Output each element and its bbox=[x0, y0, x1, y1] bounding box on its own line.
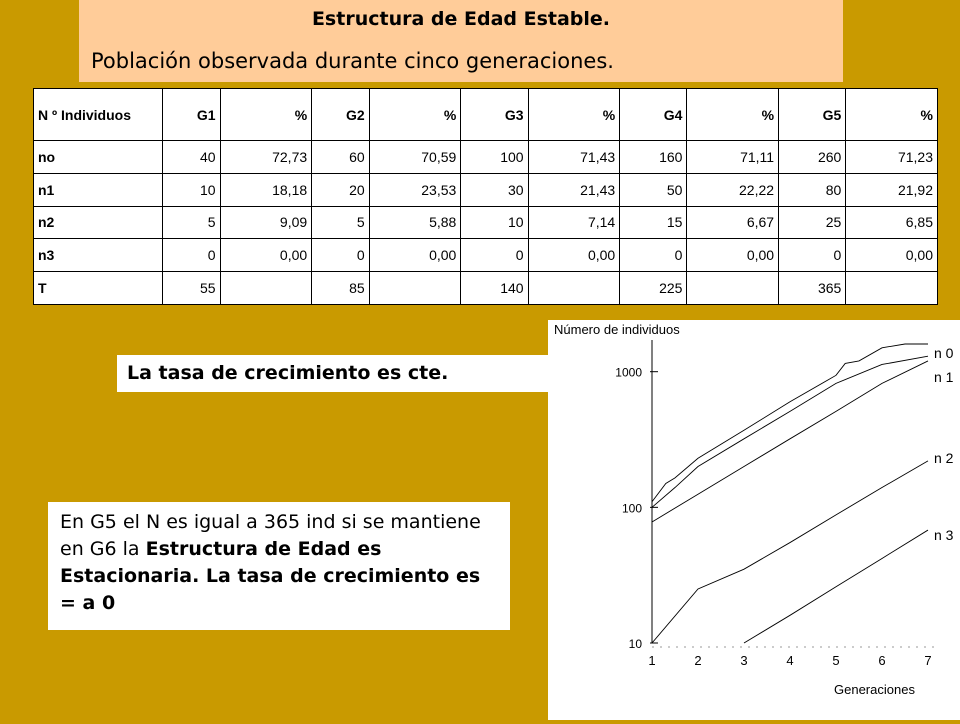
table-cell: 0 bbox=[163, 239, 221, 272]
table-cell: 160 bbox=[620, 141, 687, 174]
column-header: G4 bbox=[620, 89, 687, 141]
table-cell: 21,43 bbox=[528, 173, 620, 206]
table-cell: 71,23 bbox=[846, 141, 938, 174]
row-label: n2 bbox=[34, 206, 163, 239]
table-cell: 23,53 bbox=[369, 173, 461, 206]
table-cell: 0,00 bbox=[369, 239, 461, 272]
table-cell: 50 bbox=[620, 173, 687, 206]
column-header: G2 bbox=[312, 89, 370, 141]
y-tick-label: 1000 bbox=[615, 365, 642, 380]
column-header: % bbox=[846, 89, 938, 141]
table-cell: 260 bbox=[779, 141, 846, 174]
table-cell: 0 bbox=[461, 239, 528, 272]
table-cell: 7,14 bbox=[528, 206, 620, 239]
table-cell: 15 bbox=[620, 206, 687, 239]
table-cell: 40 bbox=[163, 141, 221, 174]
table-cell: 0 bbox=[620, 239, 687, 272]
table-cell: 70,59 bbox=[369, 141, 461, 174]
x-tick-label: 2 bbox=[694, 653, 702, 668]
table-row bbox=[34, 272, 938, 305]
page-title: Estructura de Edad Estable. bbox=[311, 8, 611, 30]
series-label: n 0 bbox=[934, 345, 954, 361]
table-cell: 71,43 bbox=[528, 141, 620, 174]
column-header-individuals: N º Individuos bbox=[34, 89, 163, 141]
series-label: n 1 bbox=[934, 369, 954, 385]
y-axis-label: Número de individuos bbox=[554, 322, 680, 337]
table-row bbox=[34, 141, 938, 174]
table-cell: 140 bbox=[461, 272, 528, 305]
table-cell: 5,88 bbox=[369, 206, 461, 239]
table-cell bbox=[687, 272, 779, 305]
x-tick-label: 7 bbox=[924, 653, 932, 668]
table-cell: 365 bbox=[779, 272, 846, 305]
table-cell: 6,67 bbox=[687, 206, 779, 239]
table-cell: 6,85 bbox=[846, 206, 938, 239]
table-cell: 10 bbox=[163, 173, 221, 206]
column-header: G1 bbox=[163, 89, 221, 141]
x-tick-label: 6 bbox=[878, 653, 886, 668]
series-line bbox=[652, 361, 928, 522]
column-header: G5 bbox=[779, 89, 846, 141]
table-cell: 0 bbox=[312, 239, 370, 272]
table-cell: 100 bbox=[461, 141, 528, 174]
table-cell bbox=[220, 272, 312, 305]
table-cell: 9,09 bbox=[220, 206, 312, 239]
generations-table bbox=[33, 88, 938, 305]
column-header: % bbox=[528, 89, 620, 141]
table-cell: 0 bbox=[779, 239, 846, 272]
column-header: % bbox=[687, 89, 779, 141]
x-tick-label: 5 bbox=[832, 653, 840, 668]
table-cell: 80 bbox=[779, 173, 846, 206]
row-label: T bbox=[34, 272, 163, 305]
x-tick-label: 3 bbox=[740, 653, 748, 668]
table-cell bbox=[369, 272, 461, 305]
growth-rate-note: La tasa de crecimiento es cte. bbox=[117, 355, 552, 392]
table-cell: 60 bbox=[312, 141, 370, 174]
table-cell: 5 bbox=[163, 206, 221, 239]
chart-svg bbox=[548, 320, 960, 720]
table-cell: 20 bbox=[312, 173, 370, 206]
table-cell bbox=[528, 272, 620, 305]
title-box bbox=[79, 0, 843, 82]
table-cell: 71,11 bbox=[687, 141, 779, 174]
row-label: n1 bbox=[34, 173, 163, 206]
table-cell: 225 bbox=[620, 272, 687, 305]
table-cell: 0,00 bbox=[846, 239, 938, 272]
table-cell: 0,00 bbox=[528, 239, 620, 272]
table-cell: 55 bbox=[163, 272, 221, 305]
x-axis-label: Generaciones bbox=[834, 682, 915, 697]
table-row bbox=[34, 173, 938, 206]
table-cell: 85 bbox=[312, 272, 370, 305]
stationary-note-bold: Estructura de Edad es Estacionaria. La tasa de crecimiento es = a 0 bbox=[60, 538, 481, 614]
column-header: % bbox=[220, 89, 312, 141]
y-tick-label: 10 bbox=[628, 637, 642, 651]
series-line bbox=[744, 530, 928, 643]
table-cell: 22,22 bbox=[687, 173, 779, 206]
column-header: G3 bbox=[461, 89, 528, 141]
column-header: % bbox=[369, 89, 461, 141]
page-subtitle: Población observada durante cinco generaciones. bbox=[91, 49, 614, 73]
population-chart bbox=[548, 320, 960, 720]
series-label: n 2 bbox=[934, 450, 954, 466]
row-label: n3 bbox=[34, 239, 163, 272]
table-cell: 0,00 bbox=[220, 239, 312, 272]
stationary-note-intro: En G5 el N es igual a 365 ind si se mantiene en G6 la bbox=[60, 511, 481, 560]
x-tick-label: 4 bbox=[786, 653, 794, 668]
y-tick-label: 100 bbox=[621, 501, 642, 516]
table-row bbox=[34, 206, 938, 239]
row-label: no bbox=[34, 141, 163, 174]
table-row bbox=[34, 239, 938, 272]
table-header-row bbox=[34, 89, 938, 141]
table-cell: 0,00 bbox=[687, 239, 779, 272]
table-cell: 5 bbox=[312, 206, 370, 239]
table-cell: 30 bbox=[461, 173, 528, 206]
table-cell: 18,18 bbox=[220, 173, 312, 206]
stationary-note bbox=[48, 502, 510, 630]
table-cell bbox=[846, 272, 938, 305]
series-line bbox=[652, 344, 928, 502]
table-cell: 72,73 bbox=[220, 141, 312, 174]
series-label: n 3 bbox=[934, 527, 954, 543]
table-cell: 25 bbox=[779, 206, 846, 239]
x-tick-label: 1 bbox=[648, 653, 656, 668]
table-cell: 10 bbox=[461, 206, 528, 239]
table-cell: 21,92 bbox=[846, 173, 938, 206]
